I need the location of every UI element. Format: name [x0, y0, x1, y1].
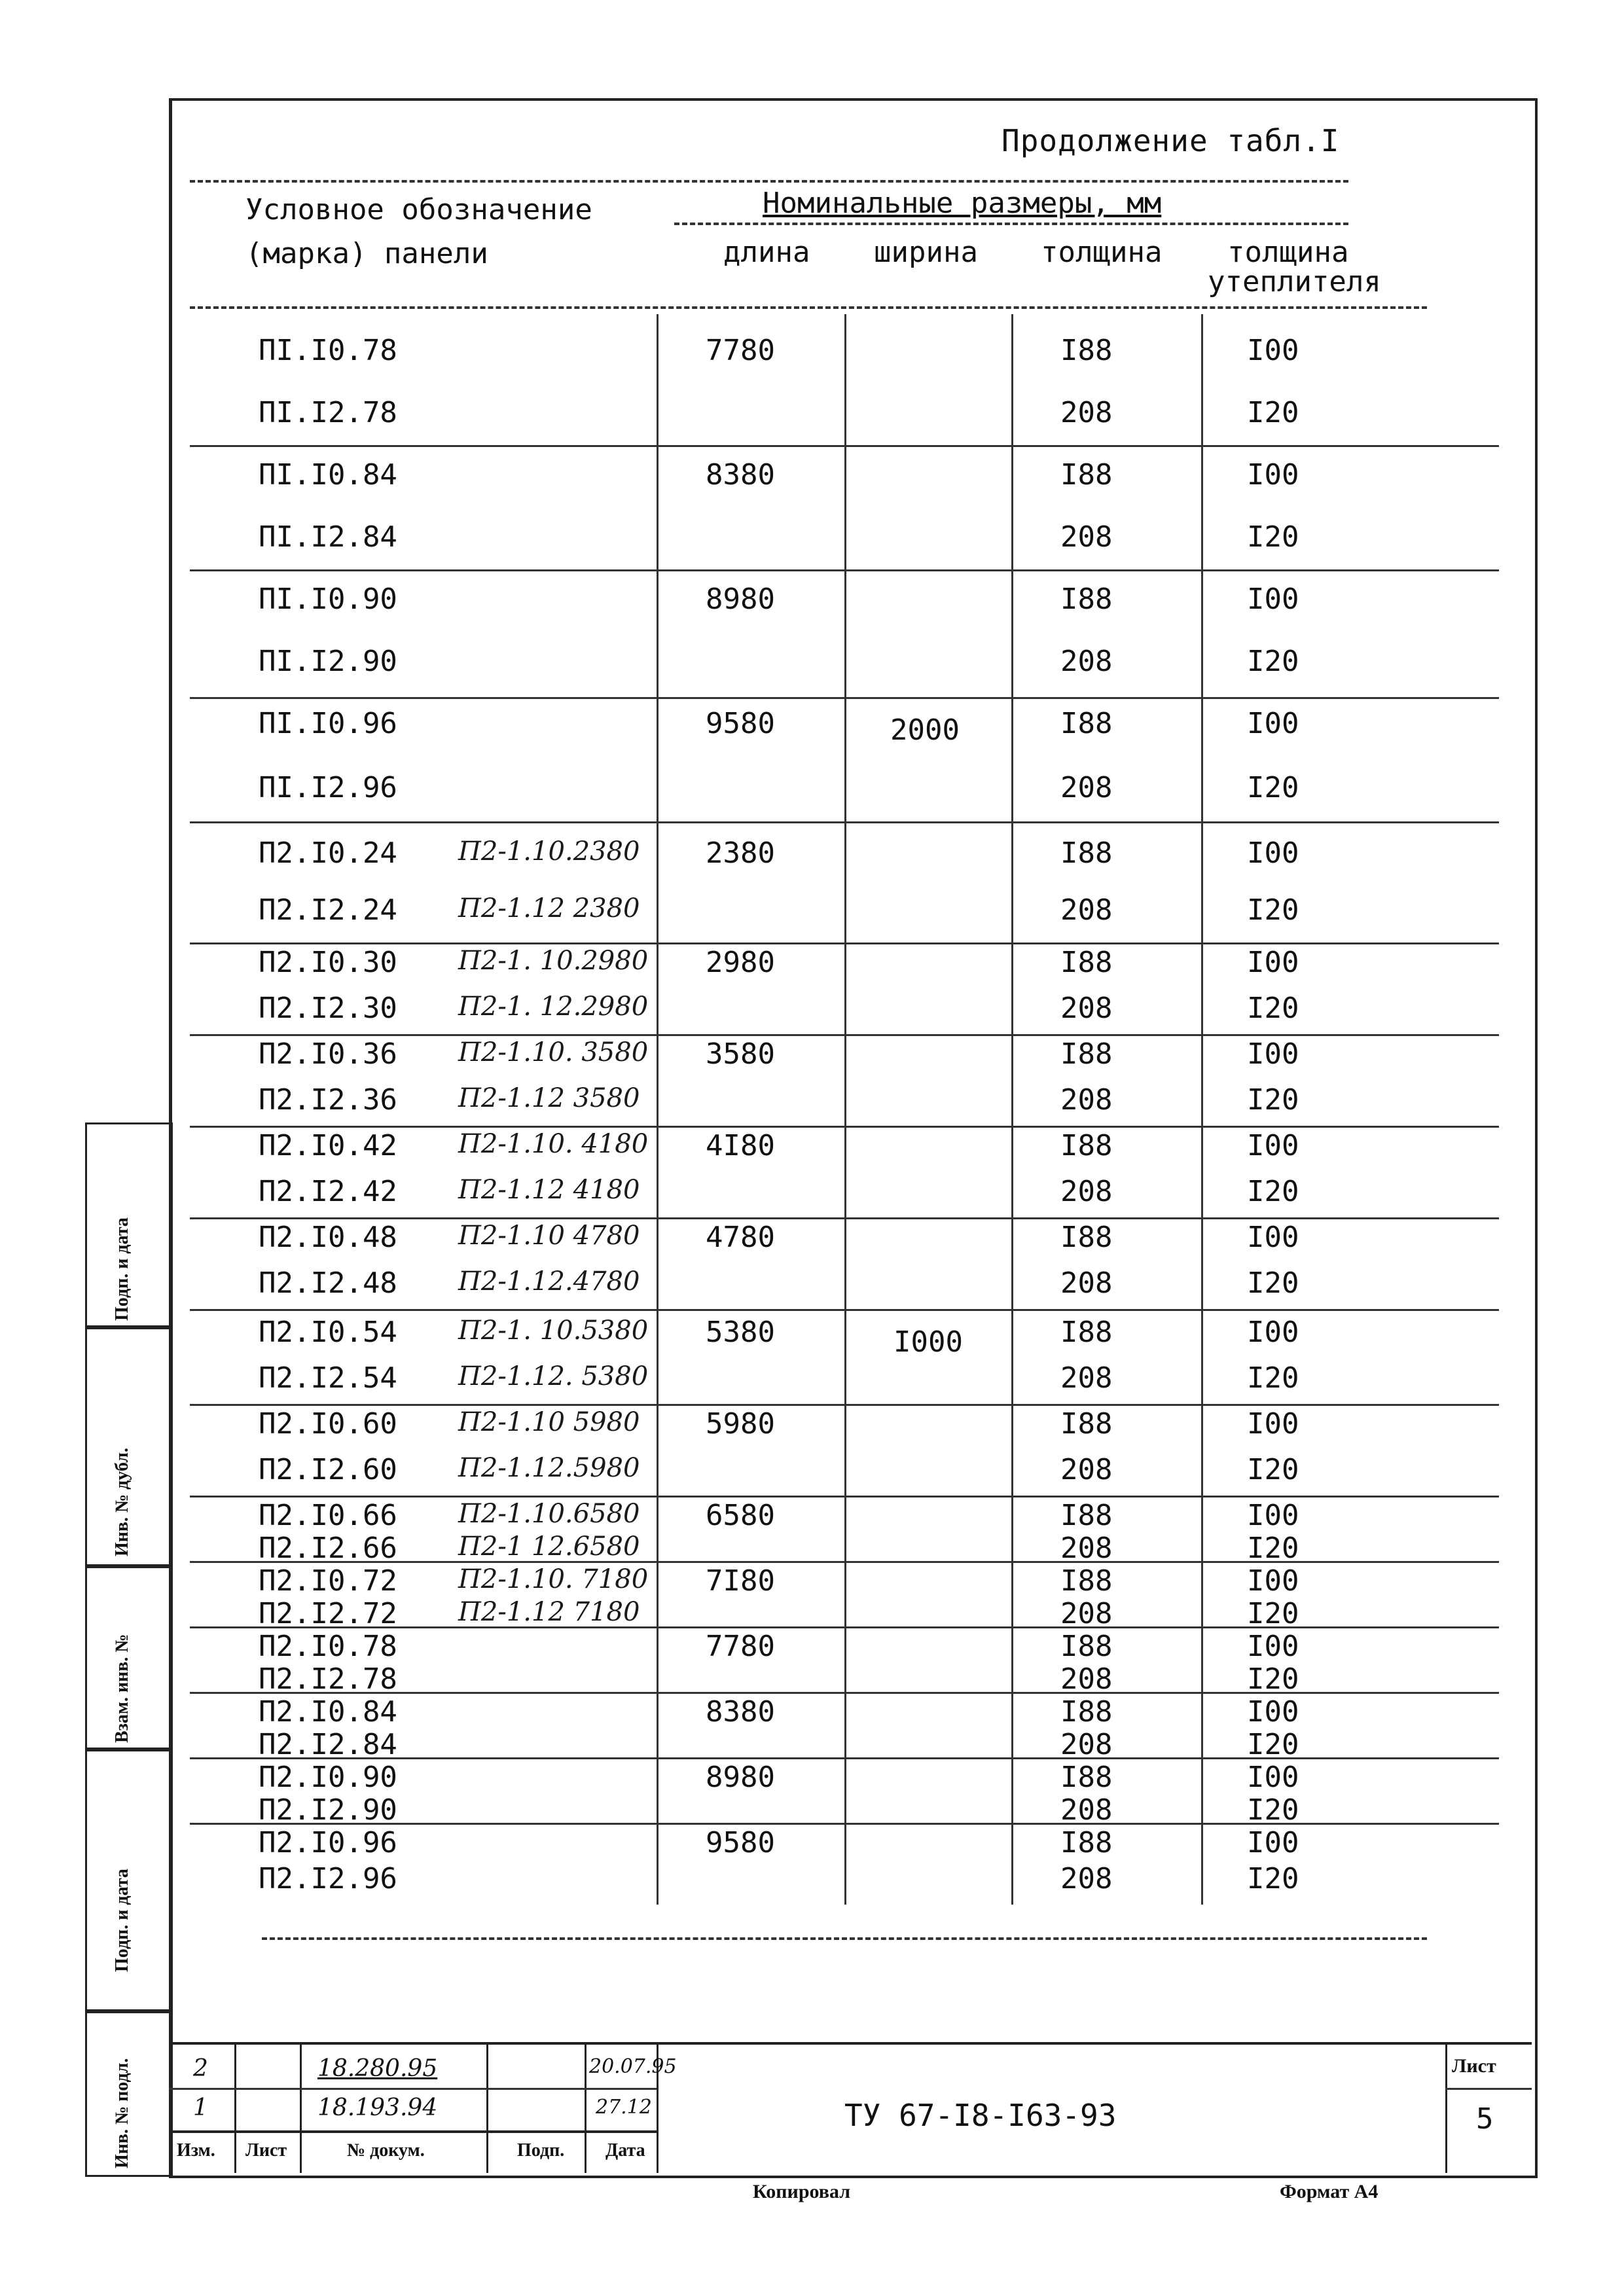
- row-separator: [190, 1496, 1499, 1498]
- insulation-value: I00: [1247, 1630, 1299, 1663]
- thickness-value: 208: [1060, 396, 1113, 429]
- table-row: [0, 645, 1624, 684]
- sheet-label: Лист: [1452, 2055, 1496, 2077]
- length-value: 7780: [706, 1630, 775, 1663]
- insulation-value: I20: [1247, 1597, 1299, 1630]
- row-separator: [190, 1309, 1499, 1311]
- header-thickness: толщина: [1041, 236, 1163, 269]
- table-row: [0, 707, 1624, 746]
- insulation-value: I20: [1247, 645, 1299, 678]
- stamp-r1-doc: 18.280.95: [317, 2055, 438, 2082]
- length-value: 2380: [706, 836, 775, 870]
- stamp-r2-date: 27.12: [596, 2096, 652, 2119]
- thickness-value: 208: [1060, 1597, 1113, 1630]
- margin-inv-podl: Инв. № подл.: [85, 2009, 173, 2177]
- panel-mark: П2.I2.84: [259, 1728, 397, 1761]
- panel-mark: П2.I0.30: [259, 946, 397, 979]
- table-row: [0, 1129, 1624, 1168]
- panel-mark: П2.I0.66: [259, 1499, 397, 1532]
- thickness-value: I88: [1060, 1499, 1113, 1532]
- insulation-value: I00: [1247, 1037, 1299, 1071]
- panel-mark: ПI.I0.84: [259, 458, 397, 492]
- panel-mark-revised: П2-1.12.4780: [458, 1266, 640, 1297]
- insulation-value: I20: [1247, 893, 1299, 927]
- insulation-value: I20: [1247, 1532, 1299, 1565]
- header-length: длина: [723, 236, 810, 269]
- thickness-value: I88: [1060, 1695, 1113, 1729]
- table-row: [0, 893, 1624, 933]
- insulation-value: I20: [1247, 1361, 1299, 1395]
- thickness-value: I88: [1060, 1129, 1113, 1162]
- insulation-value: I00: [1247, 1221, 1299, 1254]
- row-separator: [190, 1126, 1499, 1128]
- thickness-value: 208: [1060, 771, 1113, 804]
- margin-vzam: Взам. инв. №: [85, 1564, 173, 1751]
- panel-mark: П2.I2.60: [259, 1453, 397, 1486]
- insulation-value: I00: [1247, 836, 1299, 870]
- thickness-value: I88: [1060, 1826, 1113, 1859]
- stamp-row-rule-2: [169, 2130, 657, 2133]
- stamp-sheet-rule: [1445, 2088, 1532, 2090]
- table-row: [0, 520, 1624, 560]
- insulation-value: I00: [1247, 1129, 1299, 1162]
- panel-mark: ПI.I2.78: [259, 396, 397, 429]
- header-group-label: Номинальные размеры, мм: [763, 187, 1162, 220]
- thickness-value: I88: [1060, 946, 1113, 979]
- thickness-value: 208: [1060, 893, 1113, 927]
- insulation-value: I00: [1247, 1316, 1299, 1349]
- insulation-value: I00: [1247, 1695, 1299, 1729]
- header-mark-line2: (марка) панели: [245, 237, 488, 270]
- header-bottom-rule: [190, 306, 1427, 309]
- length-value: 9580: [706, 1826, 775, 1859]
- thickness-value: I88: [1060, 1037, 1113, 1071]
- panel-mark: ПI.I0.96: [259, 707, 397, 740]
- panel-mark: ПI.I0.78: [259, 334, 397, 367]
- length-value: 8380: [706, 1695, 775, 1729]
- table-row: [0, 1407, 1624, 1446]
- panel-mark-revised: П2-1.12 2380: [458, 893, 640, 924]
- insulation-value: I00: [1247, 458, 1299, 492]
- length-value: 8980: [706, 1761, 775, 1794]
- row-separator: [190, 1757, 1499, 1759]
- table-row: [0, 946, 1624, 985]
- thickness-value: I88: [1060, 1630, 1113, 1663]
- margin-podp-data-2: Подп. и дата: [85, 1122, 173, 1329]
- panel-mark-revised: П2-1.12 4180: [458, 1175, 640, 1205]
- panel-mark: П2.I0.36: [259, 1037, 397, 1071]
- row-separator: [190, 569, 1499, 571]
- width-value-group1: 2000: [890, 713, 960, 747]
- stamp-r2-izm: 1: [193, 2094, 208, 2121]
- table-row: [0, 1037, 1624, 1077]
- footer-format: Формат А4: [1280, 2181, 1379, 2202]
- panel-mark: П2.I2.48: [259, 1266, 397, 1300]
- panel-mark-revised: П2-1. 12.2980: [458, 992, 649, 1022]
- panel-mark: П2.I2.24: [259, 893, 397, 927]
- thickness-value: I88: [1060, 1761, 1113, 1794]
- row-separator: [190, 1217, 1499, 1219]
- insulation-value: I00: [1247, 1407, 1299, 1441]
- panel-mark-revised: П2-1.10. 4180: [458, 1129, 649, 1159]
- thickness-value: 208: [1060, 1453, 1113, 1486]
- table-row: [0, 992, 1624, 1031]
- length-value: 3580: [706, 1037, 775, 1071]
- table-row: [0, 396, 1624, 435]
- length-value: 7I80: [706, 1564, 775, 1598]
- insulation-value: I00: [1247, 946, 1299, 979]
- thickness-value: I88: [1060, 458, 1113, 492]
- panel-mark: П2.I0.78: [259, 1630, 397, 1663]
- panel-mark: ПI.I2.96: [259, 771, 397, 804]
- thickness-value: 208: [1060, 520, 1113, 554]
- panel-mark: П2.I0.72: [259, 1564, 397, 1598]
- stamp-label-podp: Подп.: [517, 2140, 565, 2161]
- table-end-rule: [262, 1937, 1427, 1940]
- panel-mark-revised: П2-1. 10.2980: [458, 946, 649, 976]
- thickness-value: I88: [1060, 1564, 1113, 1598]
- panel-mark: П2.I2.96: [259, 1862, 397, 1895]
- insulation-value: I20: [1247, 396, 1299, 429]
- stamp-row-rule-1: [169, 2088, 657, 2090]
- stamp-r2-doc: 18.193.94: [317, 2094, 438, 2121]
- thickness-value: 208: [1060, 1662, 1113, 1696]
- document-code: ТУ 67-I8-I63-93: [844, 2098, 1117, 2133]
- table-row: [0, 1826, 1624, 1865]
- insulation-value: I00: [1247, 1564, 1299, 1598]
- length-value: 5980: [706, 1407, 775, 1441]
- panel-mark: П2.I0.54: [259, 1316, 397, 1349]
- thickness-value: I88: [1060, 836, 1113, 870]
- length-value: 7780: [706, 334, 775, 367]
- header-group-rule: [674, 223, 1348, 225]
- row-separator: [190, 1692, 1499, 1694]
- insulation-value: I20: [1247, 1266, 1299, 1300]
- panel-mark-revised: П2-1. 10.5380: [458, 1316, 649, 1346]
- panel-mark-revised: П2-1.12.5980: [458, 1453, 640, 1483]
- panel-mark-revised: П2-1.10. 3580: [458, 1037, 649, 1067]
- thickness-value: 208: [1060, 1728, 1113, 1761]
- continuation-title: Продолжение табл.I: [1001, 123, 1340, 158]
- thickness-value: 208: [1060, 1266, 1113, 1300]
- length-value: 4780: [706, 1221, 775, 1254]
- stamp-label-data: Дата: [605, 2140, 645, 2161]
- row-separator: [190, 697, 1499, 699]
- insulation-value: I20: [1247, 1083, 1299, 1117]
- panel-mark: П2.I0.48: [259, 1221, 397, 1254]
- panel-mark-revised: П2-1.10. 7180: [458, 1564, 649, 1594]
- panel-mark: П2.I0.90: [259, 1761, 397, 1794]
- insulation-value: I20: [1247, 992, 1299, 1025]
- thickness-value: 208: [1060, 1793, 1113, 1827]
- length-value: 8980: [706, 583, 775, 616]
- length-value: 9580: [706, 707, 775, 740]
- row-separator: [190, 1823, 1499, 1825]
- panel-mark: П2.I0.84: [259, 1695, 397, 1729]
- thickness-value: I88: [1060, 583, 1113, 616]
- table-row: [0, 1175, 1624, 1214]
- panel-mark: П2.I2.78: [259, 1662, 397, 1696]
- thickness-value: 208: [1060, 645, 1113, 678]
- insulation-value: I20: [1247, 1862, 1299, 1895]
- insulation-value: I00: [1247, 583, 1299, 616]
- header-mark-line1: Условное обозначение: [245, 193, 592, 226]
- table-row: [0, 771, 1624, 810]
- header-top-rule: [190, 180, 1348, 183]
- insulation-value: I00: [1247, 334, 1299, 367]
- margin-inv-dubl: Инв. № дубл.: [85, 1325, 173, 1568]
- panel-mark: П2.I2.72: [259, 1597, 397, 1630]
- panel-mark: П2.I0.60: [259, 1407, 397, 1441]
- thickness-value: I88: [1060, 334, 1113, 367]
- panel-mark-revised: П2-1.10 4780: [458, 1221, 640, 1251]
- thickness-value: 208: [1060, 1532, 1113, 1565]
- panel-mark: П2.I2.66: [259, 1532, 397, 1565]
- table-row: [0, 1361, 1624, 1401]
- length-value: 6580: [706, 1499, 775, 1532]
- insulation-value: I20: [1247, 1662, 1299, 1696]
- panel-mark: П2.I2.54: [259, 1361, 397, 1395]
- thickness-value: I88: [1060, 1221, 1113, 1254]
- stamp-col-sheet: [1445, 2042, 1447, 2173]
- thickness-value: 208: [1060, 1175, 1113, 1208]
- table-row: [0, 1221, 1624, 1260]
- row-separator: [190, 1561, 1499, 1563]
- width-value-group2: I000: [893, 1325, 963, 1359]
- panel-mark: П2.I2.90: [259, 1793, 397, 1827]
- insulation-value: I20: [1247, 771, 1299, 804]
- panel-mark: П2.I2.30: [259, 992, 397, 1025]
- panel-mark-revised: П2-1.12 7180: [458, 1597, 640, 1627]
- panel-mark: П2.I2.42: [259, 1175, 397, 1208]
- stamp-r1-izm: 2: [193, 2055, 208, 2082]
- panel-mark-revised: П2-1.10.2380: [458, 836, 640, 867]
- panel-mark: ПI.I0.90: [259, 583, 397, 616]
- table-row: [0, 583, 1624, 622]
- table-row: [0, 1862, 1624, 1901]
- table-row: [0, 1083, 1624, 1122]
- panel-mark: ПI.I2.90: [259, 645, 397, 678]
- insulation-value: I20: [1247, 1728, 1299, 1761]
- panel-mark: П2.I0.42: [259, 1129, 397, 1162]
- length-value: 2980: [706, 946, 775, 979]
- stamp-label-izm: Изм.: [177, 2140, 215, 2161]
- stamp-label-doc: № докум.: [347, 2140, 425, 2161]
- panel-mark-revised: П2-1.10 5980: [458, 1407, 640, 1437]
- table-row: [0, 1453, 1624, 1492]
- thickness-value: I88: [1060, 1316, 1113, 1349]
- table-row: [0, 458, 1624, 497]
- panel-mark-revised: П2-1.10.6580: [458, 1499, 640, 1529]
- length-value: 4I80: [706, 1129, 775, 1162]
- panel-mark: ПI.I2.84: [259, 520, 397, 554]
- header-width: ширина: [874, 236, 978, 269]
- panel-mark-revised: П2-1.12 3580: [458, 1083, 640, 1113]
- table-row: [0, 1266, 1624, 1306]
- table-row: [0, 1316, 1624, 1355]
- insulation-value: I00: [1247, 1826, 1299, 1859]
- length-value: 5380: [706, 1316, 775, 1349]
- thickness-value: I88: [1060, 707, 1113, 740]
- insulation-value: I20: [1247, 1453, 1299, 1486]
- insulation-value: I00: [1247, 1761, 1299, 1794]
- insulation-value: I20: [1247, 1793, 1299, 1827]
- row-separator: [190, 1626, 1499, 1628]
- thickness-value: I88: [1060, 1407, 1113, 1441]
- header-insulation-2: утеплителя: [1208, 265, 1381, 298]
- insulation-value: I00: [1247, 1499, 1299, 1532]
- panel-mark-revised: П2-1.12. 5380: [458, 1361, 649, 1391]
- panel-mark: П2.I0.24: [259, 836, 397, 870]
- row-separator: [190, 1034, 1499, 1036]
- insulation-value: I20: [1247, 1175, 1299, 1208]
- stamp-label-list: Лист: [245, 2140, 287, 2161]
- insulation-value: I00: [1247, 707, 1299, 740]
- row-separator: [190, 445, 1499, 447]
- row-separator: [190, 942, 1499, 944]
- thickness-value: 208: [1060, 1361, 1113, 1395]
- thickness-value: 208: [1060, 1083, 1113, 1117]
- table-row: [0, 836, 1624, 876]
- sheet-number: 5: [1476, 2102, 1494, 2136]
- footer-copied: Копировал: [753, 2181, 851, 2202]
- margin-podp-data: Подп. и дата: [85, 1748, 173, 2013]
- panel-mark: П2.I2.36: [259, 1083, 397, 1117]
- length-value: 8380: [706, 458, 775, 492]
- panel-mark-revised: П2-1 12.6580: [458, 1532, 640, 1562]
- thickness-value: 208: [1060, 1862, 1113, 1895]
- insulation-value: I20: [1247, 520, 1299, 554]
- stamp-r1-date: 20.07.95: [589, 2055, 677, 2078]
- table-row: [0, 334, 1624, 373]
- row-separator: [190, 1404, 1499, 1406]
- header-insulation-1: толщина: [1227, 236, 1349, 269]
- thickness-value: 208: [1060, 992, 1113, 1025]
- row-separator: [190, 821, 1499, 823]
- panel-mark: П2.I0.96: [259, 1826, 397, 1859]
